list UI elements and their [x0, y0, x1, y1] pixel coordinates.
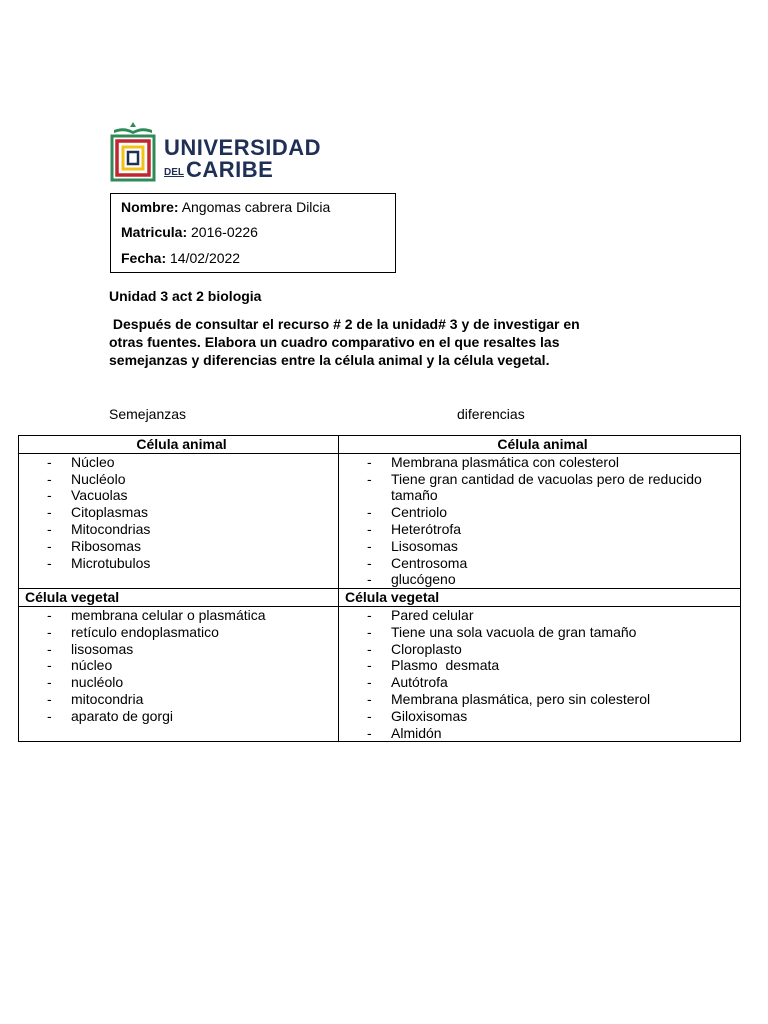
instructions-line: semejanzas y diferencias entre la célula animal y la célula vegetal.	[109, 352, 550, 368]
list-item: - Mitocondrias	[25, 521, 338, 538]
list-item: - aparato de gorgi	[25, 708, 338, 725]
logo-wordmark-line1: UNIVERSIDAD	[164, 135, 322, 160]
matricula-label: Matricula:	[121, 224, 188, 240]
list-item: - retículo endoplasmatico	[25, 624, 338, 641]
instructions-line: Después de consultar el recurso # 2 de la unidad# 3 y de investigar en	[109, 316, 580, 332]
university-seal-icon	[108, 120, 158, 184]
list-item: - Heterótrofa	[345, 521, 740, 538]
logo-caribe: CARIBE	[186, 157, 274, 182]
vegetal-semejanzas-cell	[19, 606, 339, 741]
semejanzas-heading: Semejanzas	[109, 406, 187, 422]
list-item: - lisosomas	[25, 641, 338, 658]
list-item: - núcleo	[25, 657, 338, 674]
list-item: - Tiene una sola vacuola de gran tamaño	[345, 624, 740, 641]
fecha-row	[121, 250, 240, 266]
nombre-value: Angomas cabrera Dilcia	[181, 199, 331, 215]
list-item: - Centriolo	[345, 504, 740, 521]
animal-semejanzas-list	[25, 454, 338, 572]
vegetal-heading-diferencias: Célula vegetal	[339, 589, 741, 607]
vegetal-diferencias-cell	[339, 606, 741, 741]
list-item: - Cloroplasto	[345, 641, 740, 658]
list-item: - Almidón	[345, 725, 740, 742]
instructions	[109, 315, 649, 369]
list-item: - Tiene gran cantidad de vacuolas pero de reducido tamaño	[345, 471, 740, 505]
vegetal-body-row	[19, 606, 741, 741]
matricula-value: 2016-0226	[191, 224, 258, 240]
nombre-label: Nombre:	[121, 199, 179, 215]
list-item: - Lisosomas	[345, 538, 740, 555]
vegetal-semejanzas-list	[25, 607, 338, 725]
logo-wordmark-line2	[164, 158, 273, 185]
list-item: - mitocondria	[25, 691, 338, 708]
instructions-line: otras fuentes. Elabora un cuadro comparativo en el que resaltes las	[109, 334, 560, 350]
list-item: - Centrosoma	[345, 555, 740, 572]
list-item: - Pared celular	[345, 607, 740, 624]
fecha-value: 14/02/2022	[170, 250, 241, 266]
vegetal-diferencias-list	[345, 607, 740, 741]
animal-heading-diferencias: Célula animal	[339, 436, 741, 454]
list-item: - Giloxisomas	[345, 708, 740, 725]
fecha-label: Fecha:	[121, 250, 167, 266]
animal-body-row	[19, 453, 741, 588]
list-item: - Citoplasmas	[25, 504, 338, 521]
vegetal-heading-semejanzas: Célula vegetal	[19, 589, 339, 607]
animal-diferencias-list	[345, 454, 740, 588]
list-item: - Núcleo	[25, 454, 338, 471]
list-item: - Membrana plasmática, pero sin colesterol	[345, 691, 740, 708]
animal-diferencias-cell	[339, 453, 741, 588]
diferencias-heading: diferencias	[457, 406, 525, 422]
logo-del: DEL	[164, 167, 184, 178]
list-item: - Membrana plasmática con colesterol	[345, 454, 740, 471]
student-info-box	[110, 193, 396, 273]
unit-title: Unidad 3 act 2 biologia	[109, 288, 262, 304]
list-item: - Ribosomas	[25, 538, 338, 555]
animal-semejanzas-cell	[19, 453, 339, 588]
nombre-row	[121, 199, 330, 215]
vegetal-heading-row	[19, 589, 741, 607]
list-item: - membrana celular o plasmática	[25, 607, 338, 624]
animal-heading-semejanzas: Célula animal	[19, 436, 339, 454]
list-item: - Vacuolas	[25, 487, 338, 504]
list-item: - Nucléolo	[25, 471, 338, 488]
list-item: - Autótrofa	[345, 674, 740, 691]
list-item: - nucléolo	[25, 674, 338, 691]
animal-heading-row	[19, 436, 741, 454]
comparison-table	[18, 435, 741, 742]
matricula-row	[121, 224, 258, 240]
list-item: - glucógeno	[345, 571, 740, 588]
university-logo	[108, 120, 348, 184]
list-item: - Microtubulos	[25, 555, 338, 572]
list-item: - Plasmo desmata	[345, 657, 740, 674]
